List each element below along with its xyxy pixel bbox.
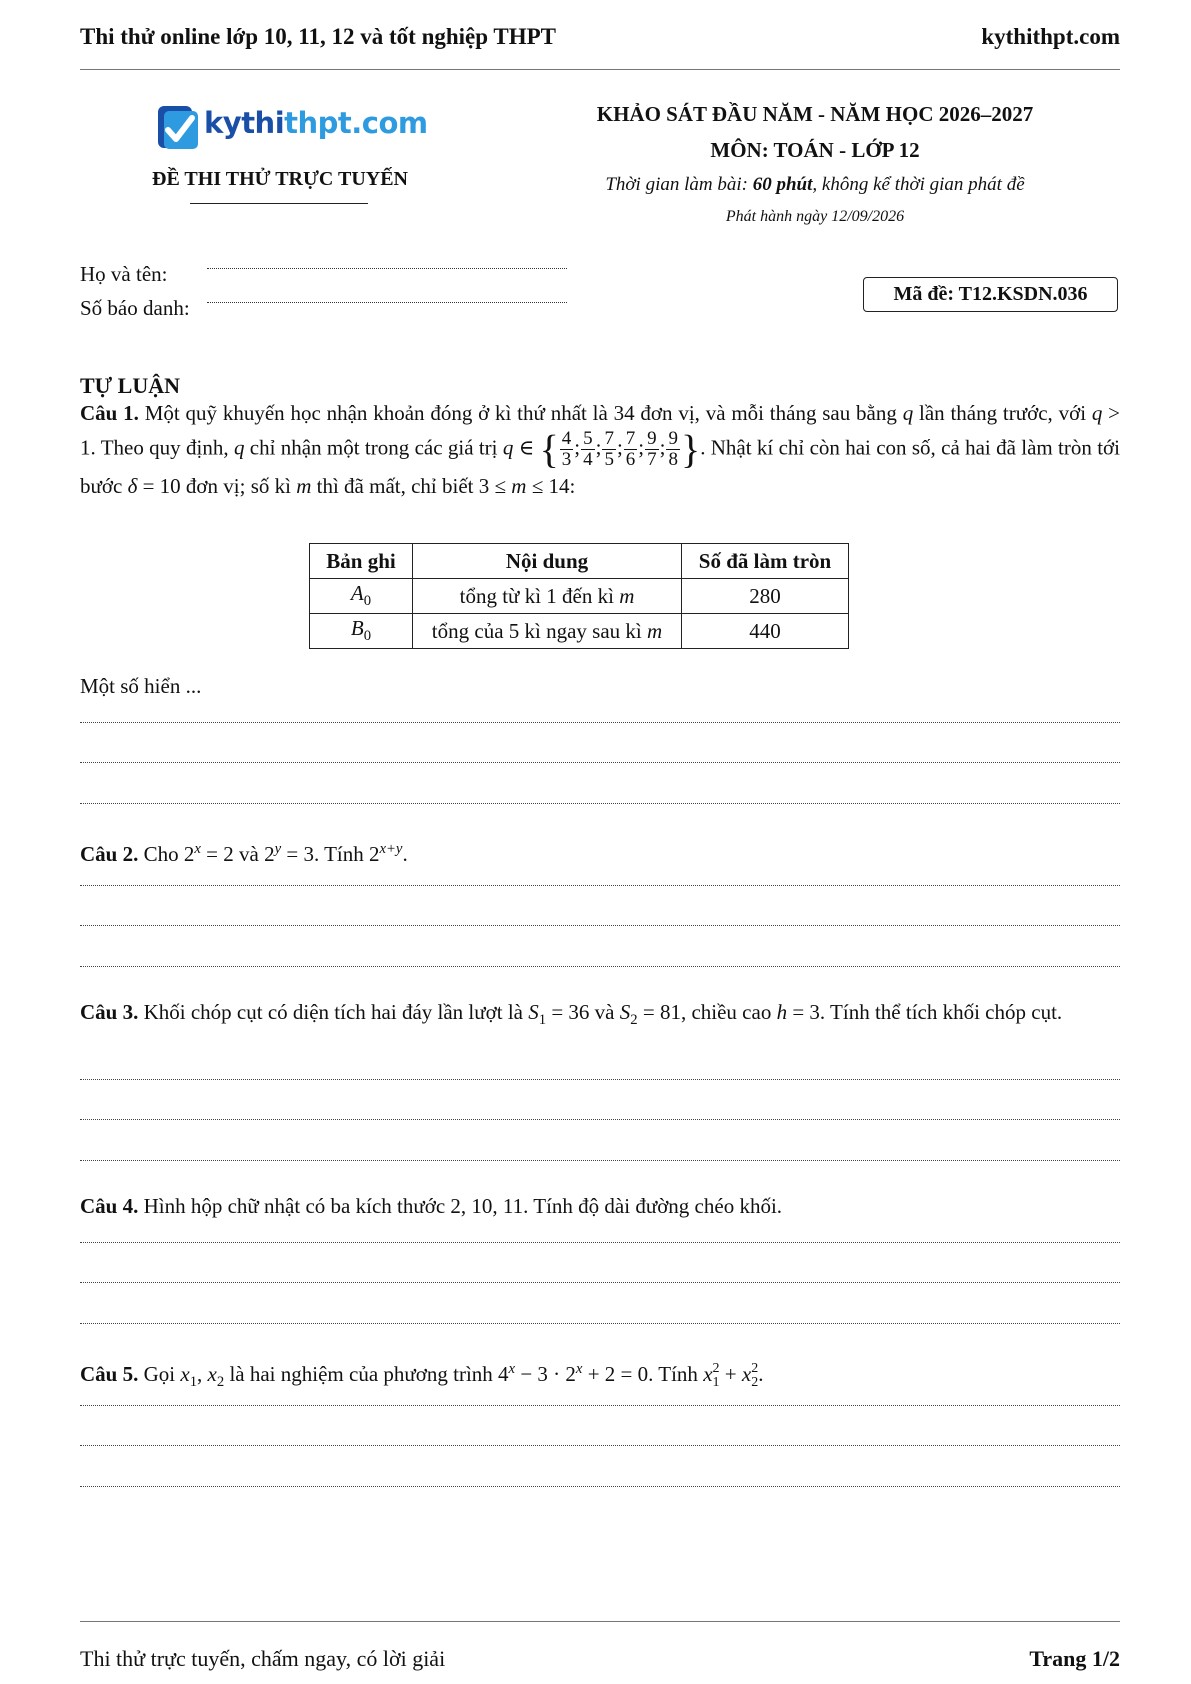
- fraction: [624, 429, 638, 470]
- header-left-text: Thi thử online lớp 10, 11, 12 và tốt nghiệp THPT: [80, 24, 556, 49]
- q2-sup2: y: [274, 841, 282, 857]
- question-3: [80, 996, 1120, 1036]
- answer-line[interactable]: [80, 1405, 1120, 1406]
- q5-x1b-sup: 2: [712, 1361, 720, 1377]
- q1-var-q: q: [902, 401, 914, 425]
- footer-slogan: Thi thử trực tuyến, chấm ngay, có lời giải: [80, 1646, 446, 1671]
- q1-var-m2: m: [511, 474, 527, 498]
- q1-var-q3: q: [233, 435, 245, 460]
- answer-line[interactable]: [80, 885, 1120, 886]
- q4-text: Hình hộp chữ nhật có ba kích thước 2, 10, 11. Tính độ dài đường chéo khối.: [138, 1194, 783, 1218]
- exam-issue-date: Phát hành ngày 12/09/2026: [725, 208, 905, 225]
- record-content: tổng từ kì 1 đến kì: [459, 583, 620, 608]
- set-open-brace: {: [539, 426, 559, 472]
- record-var: m: [647, 618, 663, 643]
- exam-type-label: ĐỀ THI THỬ TRỰC TUYẾN: [152, 168, 408, 190]
- q5-comma: ,: [197, 1362, 208, 1386]
- exam-page: [80, 0, 1120, 1684]
- q1-var-q4: q: [502, 435, 514, 460]
- fraction-numerator: 7: [604, 428, 614, 449]
- q3-s2-sub: 2: [630, 1012, 638, 1029]
- exam-type-underline: [190, 203, 368, 204]
- question-3-label: Câu 3.: [80, 1000, 139, 1024]
- table-header-cell: Nội dung: [413, 544, 682, 579]
- record-name-cell: [310, 614, 413, 649]
- logo-check-icon: [154, 102, 202, 154]
- q3-s1-sub: 1: [538, 1012, 547, 1029]
- table-header-row: [310, 544, 849, 579]
- student-id-label: Số báo danh:: [80, 296, 190, 320]
- q3-s1: S: [528, 1000, 539, 1024]
- q5-text-a: Gọi: [138, 1362, 181, 1386]
- top-header: [80, 22, 1120, 52]
- answer-line[interactable]: [80, 1242, 1120, 1243]
- answer-line[interactable]: [80, 925, 1120, 926]
- exam-header-block: [510, 96, 1120, 232]
- q5-x2b: x: [741, 1362, 752, 1386]
- question-1-label: Câu 1.: [80, 401, 139, 425]
- answer-line[interactable]: [80, 1119, 1120, 1120]
- table-row: [310, 614, 849, 649]
- exam-title: KHẢO SÁT ĐẦU NĂM - NĂM HỌC 2026–2027: [596, 102, 1034, 126]
- q1-text-h: thì đã mất, chỉ biết 3 ≤: [311, 474, 512, 498]
- record-content-cell: [413, 579, 682, 614]
- q5-x1b-scripts: [713, 1362, 720, 1390]
- answer-line[interactable]: [80, 803, 1120, 804]
- page-number: Trang 1/2: [1029, 1646, 1120, 1671]
- fraction-denominator: 3: [561, 449, 572, 470]
- answer-line[interactable]: [80, 762, 1120, 763]
- fraction: [560, 429, 574, 470]
- q3-h: h: [776, 1000, 788, 1024]
- record-name: A: [350, 581, 364, 606]
- section-title: TỰ LUẬN: [80, 373, 181, 398]
- q3-text-a: Khối chóp cụt có diện tích hai đáy lần lượt là: [138, 1000, 529, 1024]
- q-value-set: [559, 428, 681, 470]
- record-name: B: [350, 616, 364, 641]
- duration-prefix: Thời gian làm bài:: [605, 174, 753, 195]
- table-row: [310, 579, 849, 614]
- q1-text-a: Một quỹ khuyến học nhận khoản đóng ở kì thứ nhất là 34 đơn vị, và mỗi tháng sau bằng: [138, 401, 903, 425]
- q1-text-f: . Nhật kí chỉ còn hai con số, cả hai đã làm tròn tới bước: [80, 435, 1120, 498]
- q1-text-c: > 1. Theo quy định,: [80, 401, 1120, 460]
- q3-text-b: = 36 và: [546, 1000, 620, 1024]
- fraction-numerator: 4: [561, 428, 572, 449]
- q5-x2b-sub: 2: [751, 1375, 759, 1391]
- q5-x1b: x: [703, 1362, 713, 1386]
- duration-value: 60 phút: [752, 174, 813, 195]
- fraction-numerator: 9: [647, 428, 657, 449]
- table-header-cell: Số đã làm tròn: [682, 544, 849, 579]
- fraction-separator: ;: [574, 435, 581, 460]
- fraction: [666, 429, 680, 470]
- q3-s2: S: [619, 1000, 631, 1024]
- q5-x2b-sup: 2: [751, 1361, 759, 1377]
- q5-plus: +: [719, 1362, 742, 1386]
- fraction-denominator: 6: [625, 449, 636, 470]
- fraction-denominator: 7: [647, 449, 657, 470]
- fraction-numerator: 7: [625, 428, 636, 449]
- record-subscript: 0: [363, 593, 372, 610]
- q2-sup1: x: [194, 841, 201, 857]
- q5-end: .: [758, 1362, 764, 1386]
- record-value-cell: 280: [682, 579, 849, 614]
- question-4: [80, 1190, 1120, 1222]
- q2-mid1: = 2 và 2: [200, 842, 275, 866]
- answer-line[interactable]: [80, 722, 1120, 723]
- records-table: [309, 543, 849, 649]
- answer-line[interactable]: [80, 1323, 1120, 1324]
- question-5: [80, 1353, 1120, 1398]
- q5-text-d: + 2 = 0. Tính: [582, 1362, 704, 1386]
- fraction-denominator: 4: [583, 449, 593, 470]
- header-divider: [80, 69, 1120, 70]
- record-value-cell: 440: [682, 614, 849, 649]
- fraction-separator: ;: [638, 435, 645, 460]
- q2-mid2: = 3. Tính 2: [281, 842, 380, 866]
- question-4-label: Câu 4.: [80, 1194, 139, 1218]
- q2-end: .: [402, 842, 408, 866]
- site-logo[interactable]: [154, 102, 428, 154]
- exam-code-box: Mã đề: T12.KSDN.036: [863, 277, 1118, 312]
- q1-text-b: lần tháng trước, với: [913, 401, 1092, 425]
- record-subscript: 0: [363, 628, 372, 645]
- fraction-separator: ;: [595, 435, 602, 460]
- record-name-cell: [310, 579, 413, 614]
- answer-line[interactable]: [80, 1486, 1120, 1487]
- q1-var-delta: δ: [127, 474, 138, 498]
- q1-text-i: ≤ 14:: [526, 474, 576, 498]
- q2-text: Cho 2: [138, 842, 195, 866]
- q5-sup-b: x: [575, 1361, 583, 1377]
- logo-text-part2: thpt.com: [284, 106, 428, 140]
- answer-line[interactable]: [80, 1160, 1120, 1161]
- q1-var-m: m: [296, 474, 312, 498]
- question-2-label: Câu 2.: [80, 842, 139, 866]
- fraction-denominator: 5: [604, 449, 614, 470]
- fraction-numerator: 9: [668, 428, 678, 449]
- question-2: [80, 833, 1120, 870]
- q2-sup3: x+y: [379, 841, 403, 857]
- question-5-label: Câu 5.: [80, 1362, 139, 1386]
- fraction: [581, 429, 595, 470]
- fraction: [602, 429, 616, 470]
- q1-text-g: = 10 đơn vị; số kì: [137, 474, 297, 498]
- question-1: [80, 397, 1120, 502]
- q5-x1: x: [180, 1362, 190, 1386]
- q5-x2-sub: 2: [216, 1374, 225, 1391]
- answer-line[interactable]: [80, 966, 1120, 967]
- q5-sup-a: x: [508, 1361, 516, 1377]
- record-var: m: [619, 583, 635, 608]
- q5-x2: x: [207, 1362, 217, 1386]
- q5-x1-sub: 1: [189, 1374, 198, 1391]
- record-content-cell: [413, 614, 682, 649]
- answer-line[interactable]: [80, 1282, 1120, 1283]
- name-input-line[interactable]: [207, 268, 567, 269]
- answer-line[interactable]: [80, 1079, 1120, 1080]
- q5-text-c: − 3 · 2: [515, 1362, 576, 1386]
- duration-suffix: , không kể thời gian phát đề: [812, 174, 1025, 195]
- q1-var-q2: q: [1091, 401, 1103, 425]
- fraction-separator: ;: [659, 435, 666, 460]
- q5-x1b-sub: 1: [712, 1375, 720, 1391]
- footer-divider: [80, 1621, 1120, 1622]
- name-label: Họ và tên:: [80, 262, 168, 286]
- record-content: tổng của 5 kì ngay sau kì: [431, 618, 648, 643]
- q5-text-b: là hai nghiệm của phương trình 4: [224, 1362, 509, 1386]
- exam-duration: [510, 168, 1120, 202]
- question-1-tail: Một số hiển ...: [80, 674, 202, 698]
- q3-text-d: = 3. Tính thể tích khối chóp cụt.: [787, 1000, 1063, 1024]
- table-header-cell: Bản ghi: [310, 544, 413, 579]
- q1-text-d: chỉ nhận một trong các giá trị: [244, 435, 503, 460]
- fraction: [645, 429, 659, 470]
- student-id-input-line[interactable]: [207, 302, 567, 303]
- q1-text-e: ∈: [513, 435, 540, 460]
- logo-wordmark: [204, 106, 428, 140]
- fraction-separator: ;: [616, 435, 623, 460]
- logo-text-part1: kythi: [204, 106, 285, 140]
- answer-line[interactable]: [80, 1445, 1120, 1446]
- header-site-link[interactable]: kythithpt.com: [981, 24, 1120, 49]
- fraction-denominator: 8: [668, 449, 678, 470]
- fraction-numerator: 5: [583, 428, 593, 449]
- exam-subject: MÔN: TOÁN - LỚP 12: [710, 138, 920, 162]
- q3-text-c: = 81, chiều cao: [637, 1000, 777, 1024]
- set-close-brace: }: [680, 426, 701, 472]
